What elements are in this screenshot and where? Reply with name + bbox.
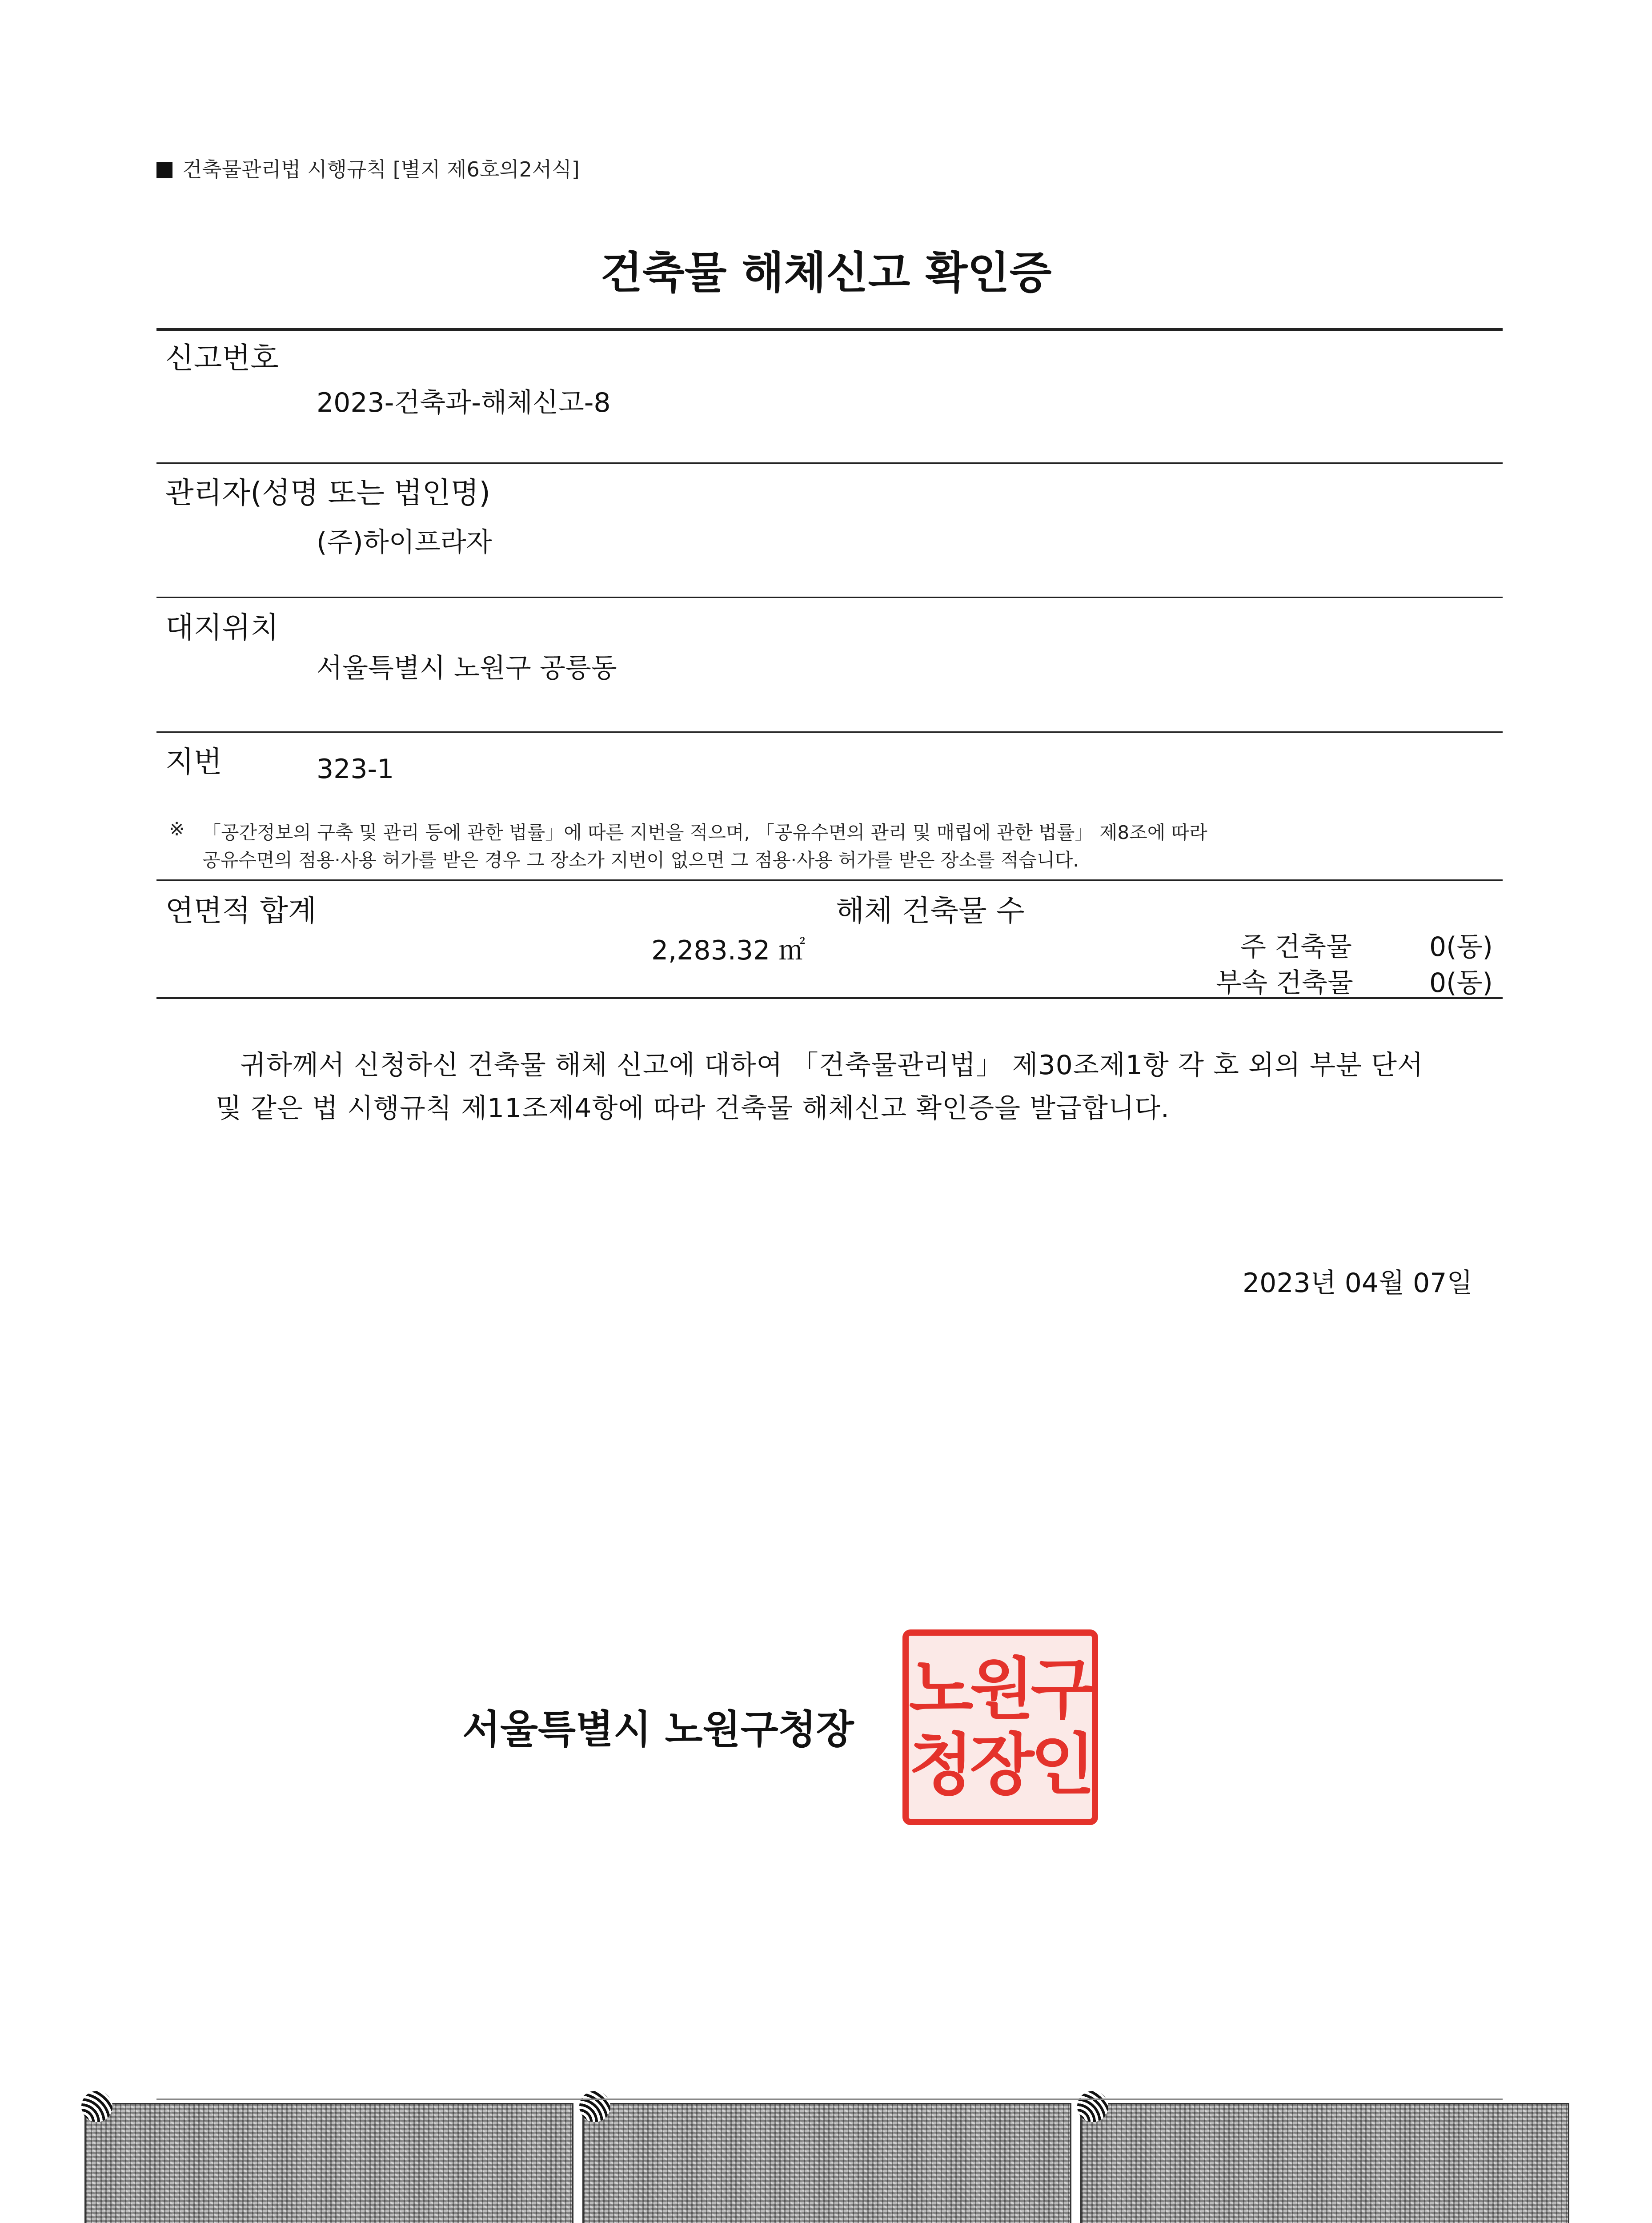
site-location-value: 서울특별시 노원구 공릉동 bbox=[317, 653, 617, 684]
qr-corner-mark-icon bbox=[1077, 2091, 1108, 2122]
lot-number-label: 지번 bbox=[165, 745, 222, 779]
divider bbox=[156, 2099, 1503, 2100]
divider bbox=[156, 328, 1503, 331]
site-location-label: 대지위치 bbox=[165, 610, 279, 645]
qr-code-icon bbox=[84, 2103, 573, 2223]
report-number-label: 신고번호 bbox=[165, 341, 279, 375]
divider bbox=[156, 597, 1503, 598]
statement-line-2: 및 같은 법 시행규칙 제11조제4항에 따라 건축물 해체신고 확인증을 발급합니다. bbox=[216, 1093, 1170, 1124]
manager-value: (주)하이프라자 bbox=[317, 527, 492, 558]
annex-building-label: 부속 건축물 bbox=[1216, 967, 1353, 999]
qr-code-icon bbox=[1080, 2103, 1569, 2223]
lot-number-value: 323-1 bbox=[317, 754, 394, 785]
total-floor-area-label: 연면적 합계 bbox=[165, 894, 317, 928]
divider bbox=[156, 462, 1503, 464]
form-reference: 건축물관리법 시행규칙 [별지 제6호의2서식] bbox=[156, 153, 580, 183]
report-number-value: 2023-건축과-해체신고-8 bbox=[317, 387, 611, 418]
qr-code-icon bbox=[582, 2103, 1071, 2223]
demolition-count-label: 해체 건축물 수 bbox=[836, 894, 1025, 928]
annex-building-value: 0(동) bbox=[1429, 967, 1493, 999]
note-line-1: 「공간정보의 구축 및 관리 등에 관한 법률」에 따른 지번을 적으며, 「공유수면의 관리 및 매립에 관한 법률」 제8조에 따라 bbox=[202, 822, 1207, 843]
statement-line-1: 귀하께서 신청하신 건축물 해체 신고에 대하여 「건축물관리법」 제30조제1항 각 호 외의 부분 단서 bbox=[240, 1050, 1423, 1081]
main-building-label: 주 건축물 bbox=[1240, 931, 1352, 963]
document-title: 건축물 해체신고 확인증 bbox=[600, 248, 1052, 298]
note-mark: ※ bbox=[169, 818, 185, 840]
qr-corner-mark-icon bbox=[579, 2091, 610, 2122]
manager-label: 관리자(성명 또는 법인명) bbox=[165, 476, 491, 510]
issuer-name: 서울특별시 노원구청장 bbox=[462, 1706, 854, 1752]
issue-date: 2023년 04월 07일 bbox=[1243, 1268, 1473, 1299]
qr-corner-mark-icon bbox=[81, 2091, 112, 2122]
divider bbox=[156, 731, 1503, 733]
note-line-2: 공유수면의 점용·사용 허가를 받은 경우 그 장소가 지번이 없으면 그 점용·사용 허가를 받은 장소를 적습니다. bbox=[202, 849, 1079, 871]
total-floor-area-value: 2,283.32 ㎡ bbox=[651, 935, 806, 966]
main-building-value: 0(동) bbox=[1429, 931, 1493, 963]
square-bullet-icon bbox=[156, 162, 172, 178]
official-seal: 노원구 청장인 bbox=[902, 1629, 1098, 1825]
divider bbox=[156, 879, 1503, 881]
